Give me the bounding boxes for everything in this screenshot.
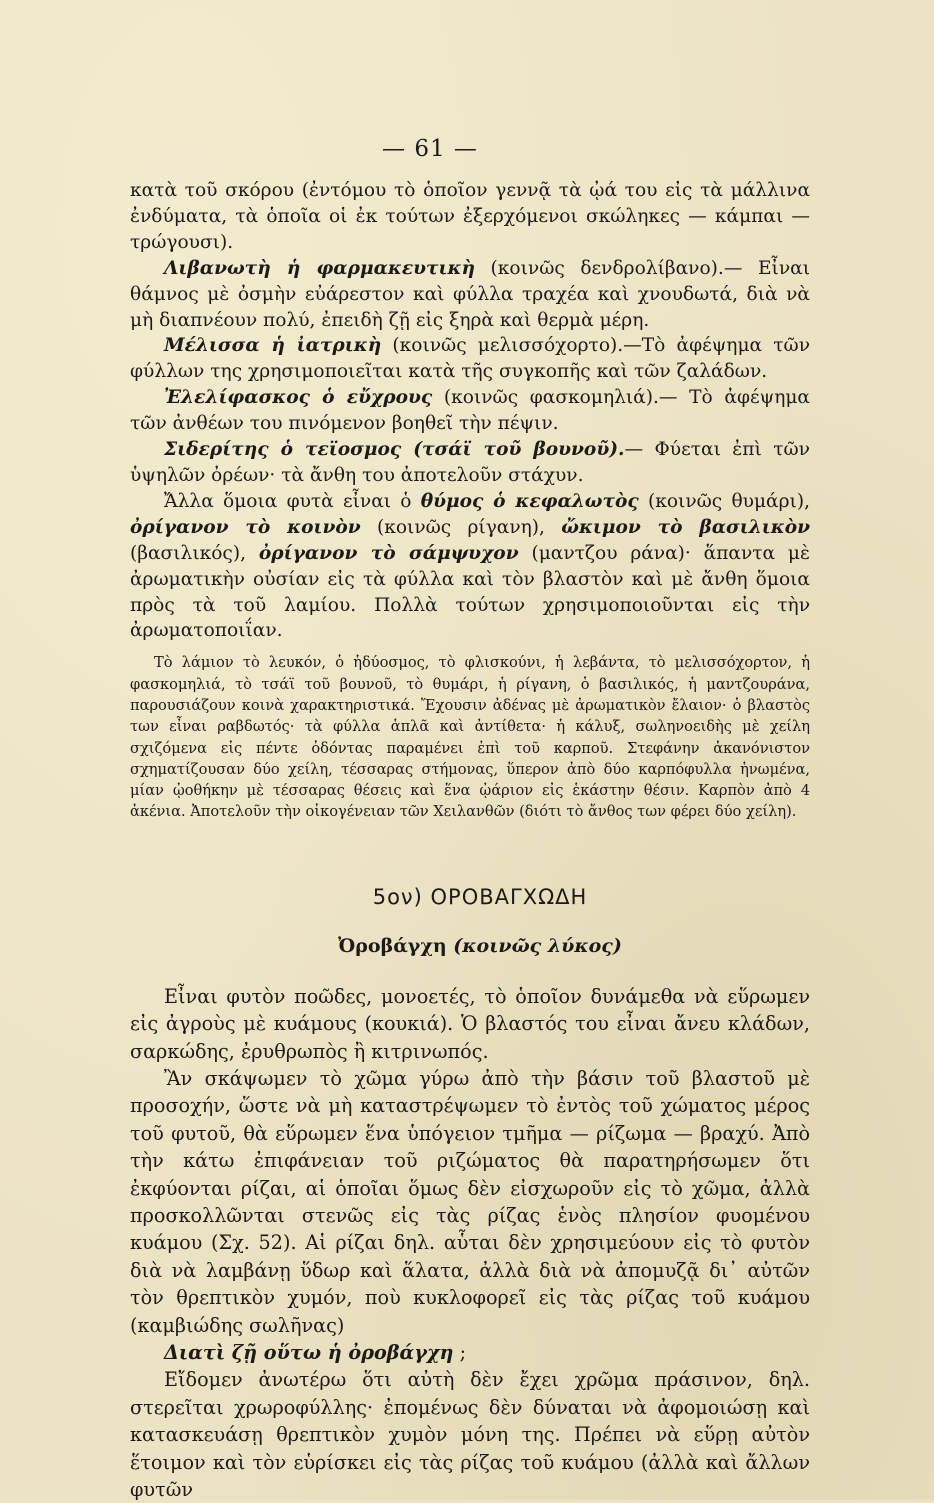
upper-text	[130, 178, 810, 823]
text-run: Εἶναι φυτὸν ποῶδες, μονοετές, τὸ ὁποῖον δυνάμεθα νὰ εὕρωμεν εἰς ἀγροὺς μὲ κυάμους (κουκιά). Ὁ βλαστός του εἶναι ἄνευ κλάδων, σαρκώδης, ἐρυθρωπὸς ἢ κιτρινωπός.	[130, 984, 810, 1063]
small-print-note: Τὸ λάμιον τὸ λευκόν, ὁ ἡδύοσμος, τὸ φλισκούνι, ἡ λεβάντα, τὸ μελισσόχορτον, ἡ φασκομηλιά, τὸ τσάϊ τοῦ βουνοῦ, τὸ θυμάρι, ἡ ρίγανη, ὁ βασιλικός, ἡ μαντζουράνα, παρουσιάζουν κοινὰ χαρακτηριστικά. Ἔχουσιν ἀδένας μὲ ἀρωματικὸν ἔλαιον· ὁ βλαστὸς των εἶναι ραβδωτός· τὰ φύλλα ἁπλᾶ καὶ ἀντίθετα· ἡ κάλυξ, σωληνοειδὴς μὲ χείλη σχιζόμενα εἰς πέντε ὀδόντας παραμένει ἐπὶ τοῦ καρποῦ. Στεφάνην ἀκανόνιστον σχηματίζουσαν δύο χείλη, τέσσαρας στήμονας, ὕπερον ἀπὸ δύο καρπόφυλλα ἡνωμένα, μίαν ᾠοθήκην μὲ τέσσαρας θέσεις καὶ ἕνα ᾠάριον εἰς ἑκάστην θέσιν. Καρπὸν ἀπὸ 4 ἀκένια. Ἀποτελοῦν τὴν οἰκογένειαν τῶν Χειλανθῶν (διότι τὸ ἄνθος των φέρει δύο χείλη).	[130, 654, 810, 821]
subtitle-italic: (κοινῶς λύκος)	[453, 934, 622, 957]
paragraph-q1	[130, 983, 810, 1065]
text-run: (μαντζου ράνα)· ἅπαντα μὲ ἀρωματικὴν οὐσίαν εἰς τὰ φύλλα καὶ τὸν βλαστὸν καὶ μὲ ἄνθη ὅμοια πρὸς τὰ τοῦ λαμίου. Πολλὰ τούτων χρησιμοποιοῦνται εἰς τὴν ἀρωματοποιΐαν.	[130, 542, 810, 642]
text-run: (κοινῶς δενδρολίβανο).— Εἶναι θάμνος μὲ ὀσμὴν εὐάρεστον καὶ φύλλα τραχέα καὶ χνουδωτά, διὰ νὰ μὴ διαπνέουν πολύ, ἐπειδὴ ζῇ εἰς ξηρὰ καὶ θερμὰ μέρη.	[130, 257, 811, 331]
term-marjoram: ὀρίγανον τὸ σάμψυχον	[258, 542, 519, 564]
text-run: ;	[453, 1340, 467, 1364]
lower-text	[130, 983, 810, 1503]
paragraph-p6	[130, 489, 810, 644]
text-run: (κοινῶς φασκομηλιά).— Τὸ ἀφέψημα τῶν ἀνθέων του πινόμενον βοηθεῖ τὴν πέψιν.	[130, 387, 810, 435]
paragraph-p5	[130, 437, 810, 489]
term-sideritis: Σιδερίτης ὁ τεϊοσμος (τσάϊ τοῦ βουνοῦ).	[164, 439, 625, 461]
term-sage: Ἐλελίφασκος ὁ εὔχρους	[164, 387, 433, 409]
term-thyme: θύμος ὁ κεφαλωτὸς	[420, 490, 639, 512]
paragraph-p4	[130, 385, 810, 437]
page-body	[130, 178, 810, 1503]
paragraph-q4	[130, 1366, 810, 1503]
paragraph-p1	[130, 178, 810, 256]
text-run: (κοινῶς ρίγανη),	[360, 516, 562, 538]
text-run: Εἴδομεν ἀνωτέρω ὅτι αὐτὴ δὲν ἔχει χρῶμα πράσινον, δηλ. στερεῖται χρωροφύλλης· ἐπομένως δὲν δύναται νὰ ἀφομοιώσῃ καὶ κατασκευάσῃ θρεπτικὸν χυμὸν μόνη της. Πρέπει νὰ εὕρῃ αὐτὸν ἕτοιμον καὶ τὸν εὑρίσκει εἰς τὰς ρίζας τοῦ κυάμου (ἀλλὰ καὶ ἄλλων φυτῶν	[130, 1368, 810, 1501]
section-subtitle	[130, 935, 810, 957]
term-oregano: ὀρίγανον τὸ κοινὸν	[130, 516, 361, 538]
text-run: (βασιλικός),	[130, 542, 259, 564]
section-title: 5ον) ΟΡΟΒΑΓΧΩΔΗ	[372, 884, 588, 909]
paragraph-q3	[130, 1339, 810, 1366]
paragraph-q2	[130, 1065, 810, 1339]
text-run: Ἄλλα ὅμοια φυτὰ εἶναι ὁ	[164, 490, 421, 512]
paragraph-p2	[130, 256, 810, 334]
page-number: — 61 —	[382, 136, 478, 162]
text-run: (κοινῶς θυμάρι),	[638, 490, 810, 512]
term-rosemary: Λιβανωτὴ ἡ φαρμακευτικὴ	[164, 257, 475, 279]
text-run: κατὰ τοῦ σκόρου (ἐντόμου τὸ ὁποῖον γεννᾷ τὰ ᾠά του εἰς τὰ μάλλινα ἐνδύματα, τὰ ὁποῖα οἱ ἐκ τούτων ἐξερχόμενοι σκώληκες — κάμπαι — τρώγουσι).	[130, 180, 810, 253]
paragraph-p3	[130, 333, 810, 385]
text-run: Ἂν σκάψωμεν τὸ χῶμα γύρω ἀπὸ τὴν βάσιν τοῦ βλαστοῦ μὲ προσοχήν, ὥστε νὰ μὴ καταστρέψωμεν τὸ ἐντὸς τοῦ χώματος μέρος τοῦ φυτοῦ, θὰ εὕρωμεν ἕνα ὑπόγειον τμῆμα — ρίζωμα — βραχύ. Ἀπὸ τὴν κάτω ἐπιφάνειαν τοῦ ριζώματος θὰ παρατηρήσωμεν ὅτι ἐκφύονται ρίζαι, αἱ ὁποῖαι ὅμως δὲν εἰσχωροῦν εἰς τὸ χῶμα, ἀλλὰ προσκολλῶνται στενῶς εἰς τὰς ρίζας ἑνὸς πλησίον φυομένου κυάμου (Σχ. 52). Αἱ ρίζαι δηλ. αὗται δὲν χρησιμεύουν εἰς τὸ φυτὸν διὰ νὰ λαμβάνῃ ὕδωρ καὶ ἅλατα, ἀλλὰ διὰ νὰ ἀπομυζᾷ δι᾽ αὐτῶν τὸν θρεπτικὸν χυμόν, ποὺ κυκλοφορεῖ εἰς τὰς ρίζας τοῦ κυάμου (καμβιώδης σωλῆνας)	[130, 1066, 810, 1337]
term-melissa: Μέλισσα ἡ ἰατρικὴ	[164, 335, 382, 357]
term-basil: ὤκιμον τὸ βασιλικὸν	[561, 516, 811, 538]
question-heading: Διατὶ ζῇ οὕτω ἡ ὀροβάγχη	[164, 1340, 454, 1364]
text-run: — Φύεται ἐπὶ τῶν ὑψηλῶν ὀρέων· τὰ ἄνθη του ἀποτελοῦν στάχυν.	[130, 439, 810, 486]
subtitle-plain: Ὀροβάγχη	[338, 934, 447, 957]
text-run: (κοινῶς μελισσόχορτο).—Τὸ ἀφέψημα τῶν φύλλων της χρησιμοποιεῖται κατὰ τῆς συγκοπῆς καὶ τῶν ζαλάδων.	[130, 335, 810, 383]
